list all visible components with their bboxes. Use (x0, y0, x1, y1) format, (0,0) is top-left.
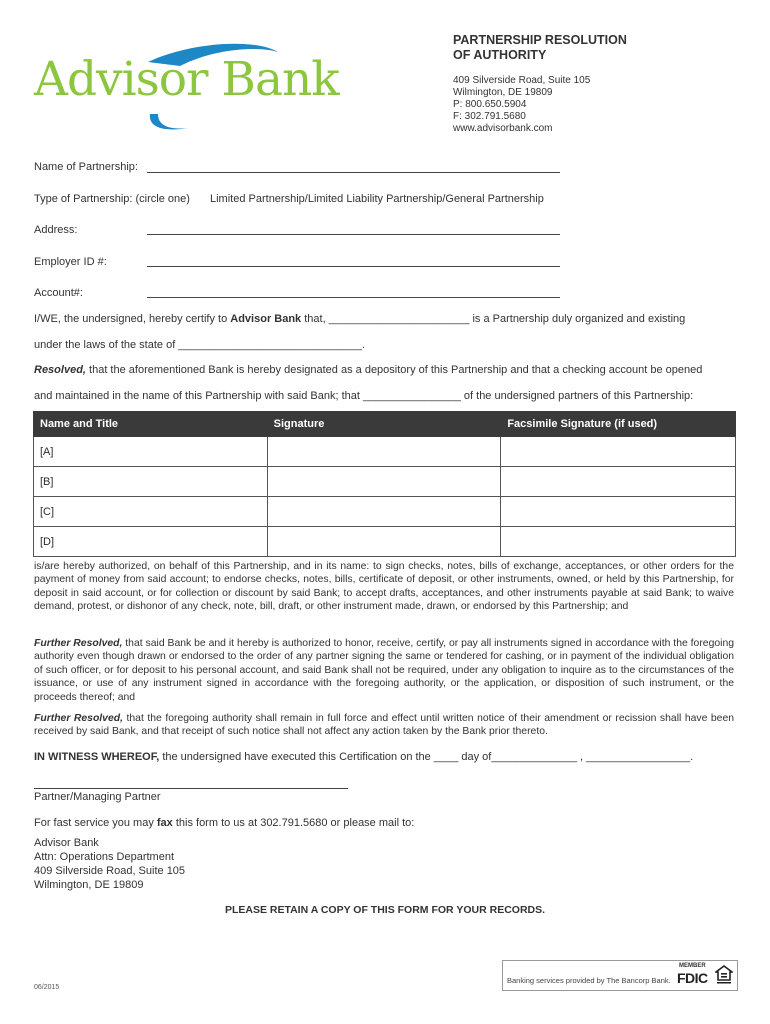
mail-line4: Wilmington, DE 19809 (34, 879, 144, 891)
facsimile-cell[interactable] (501, 437, 736, 467)
mail-line2: Attn: Operations Department (34, 851, 175, 863)
signature-cell[interactable] (267, 467, 501, 497)
fdic-notice-box (502, 960, 738, 991)
partnership-name-label: Name of Partnership: (34, 161, 138, 173)
bank-contact-block (453, 75, 590, 135)
account-field[interactable] (147, 297, 560, 298)
signature-table-header (34, 412, 736, 437)
partnership-type-options[interactable]: Limited Partnership/Limited Liability Partnership/General Partnership (210, 193, 544, 205)
name-title-cell[interactable]: [C] (34, 497, 268, 527)
fax-instruction (34, 817, 414, 829)
signature-cell[interactable] (267, 437, 501, 467)
fax-text-before: For fast service you may (34, 817, 157, 829)
partnership-type-label: Type of Partnership: (circle one) (34, 193, 190, 205)
further-resolved-label-2: Further Resolved, (34, 713, 123, 724)
witness-line (34, 751, 693, 763)
facsimile-cell[interactable] (501, 467, 736, 497)
header-facsimile: Facsimile Signature (if used) (501, 412, 736, 437)
table-row (34, 437, 736, 467)
mailing-address (34, 836, 185, 892)
resolved-label: Resolved, (34, 364, 86, 376)
contact-website[interactable]: www.advisorbank.com (453, 123, 553, 134)
witness-label: IN WITNESS WHEREOF, (34, 751, 160, 763)
account-label: Account#: (34, 287, 83, 299)
name-title-cell[interactable]: [B] (34, 467, 268, 497)
certify-line1 (34, 313, 685, 325)
further-resolved-paragraph-1 (34, 637, 734, 704)
partner-signature-line[interactable] (34, 788, 348, 789)
mail-line1: Advisor Bank (34, 837, 99, 849)
contact-address-line1: 409 Silverside Road, Suite 105 (453, 75, 591, 86)
fdic-member-text: MEMBER (679, 963, 706, 969)
fdic-logo-text: FDIC (677, 970, 708, 986)
certify-bank-name: Advisor Bank (230, 313, 302, 325)
employer-id-field[interactable] (147, 266, 560, 267)
form-date-code: 06/2015 (34, 984, 60, 991)
fax-text-after: this form to us at 302.791.5680 or please mail to: (172, 817, 415, 829)
header-name-title: Name and Title (34, 412, 268, 437)
name-title-cell[interactable]: [A] (34, 437, 268, 467)
facsimile-cell[interactable] (501, 497, 736, 527)
employer-id-label: Employer ID #: (34, 256, 107, 268)
equal-housing-icon (715, 965, 733, 985)
authorized-paragraph: is/are hereby authorized, on behalf of this Partnership, and in its name: to sign checks, notes, bills of exchange, acceptances, or other orders for the payment of money from said account; to endorse checks, notes, bills, certificate of deposit, or other instruments, owned, or held by this Partnership, for deposit in said account, or for collection or discount by said Bank; to accept drafts, acceptances, and other instruments payable at said Bank; to waive demand, protest, or dishonor of any check, note, bill, draft, or other instrument made, drawn, or endorsed by this Partnership; and (34, 561, 734, 613)
signature-table (33, 411, 736, 557)
logo-swoosh-bottom (150, 114, 188, 129)
header-signature: Signature (267, 412, 501, 437)
partnership-name-field[interactable] (147, 172, 560, 173)
contact-address-line2: Wilmington, DE 19809 (453, 87, 553, 98)
bank-logo-wordmark: Advisor Bank (34, 52, 339, 107)
banking-services-text: Banking services provided by The Bancorp Bank. (507, 976, 671, 985)
further-resolved-text-2: that the foregoing authority shall remain in full force and effect until written notice of their amendment or recission shall have been received by said Bank, and that receipt of such notice shall not affect any action taken by the Bank prior thereto. (34, 713, 734, 738)
contact-phone: P: 800.650.5904 (453, 99, 527, 110)
facsimile-cell[interactable] (501, 527, 736, 557)
table-row (34, 497, 736, 527)
signature-cell[interactable] (267, 497, 501, 527)
address-label: Address: (34, 224, 78, 236)
further-resolved-paragraph-2 (34, 712, 734, 739)
name-title-cell[interactable]: [D] (34, 527, 268, 557)
further-resolved-label-1: Further Resolved, (34, 638, 123, 649)
contact-fax: F: 302.791.5680 (453, 111, 526, 122)
fax-bold: fax (156, 817, 173, 829)
form-title-line1: PARTNERSHIP RESOLUTION (453, 33, 627, 47)
table-row (34, 527, 736, 557)
partner-signature-caption: Partner/Managing Partner (34, 791, 161, 803)
resolved-line1 (34, 364, 702, 376)
address-field[interactable] (147, 234, 560, 235)
witness-text[interactable]: the undersigned have executed this Certification on the ____ day of______________ , _________________. (159, 751, 694, 763)
form-title-line2: OF AUTHORITY (453, 48, 547, 62)
certify-text-b[interactable]: that, _______________________ is a Partnership duly organized and existing (301, 313, 686, 325)
certify-text-a: I/WE, the undersigned, hereby certify to (34, 313, 231, 325)
table-row (34, 467, 736, 497)
resolved-line2[interactable]: and maintained in the name of this Partnership with said Bank; that ________________ of the undersigned partners of this Partnership: (34, 390, 694, 402)
further-resolved-text-1: that said Bank be and it hereby is authorized to honor, receive, certify, or pay all instruments signed in accordance with the foregoing authority even though drawn or endorsed to the order of any partner signing the same or tendered for cashing, or in payment of the individual obligation of such officer, or for deposit to his personal account, and said Bank shall not be required, under any obligation to inquire as to the circumstances of the issuance, or use of any instrument signed in accordance with the foregoing authority, or the application, or disposition of such instrument, or the proceeds thereof; and (34, 638, 734, 703)
resolved-text: that the aforementioned Bank is hereby designated as a depository of this Partnership and that a checking account be opened (85, 364, 703, 376)
form-title (453, 33, 627, 63)
certify-line2[interactable]: under the laws of the state of ______________________________. (34, 339, 365, 351)
retain-notice: PLEASE RETAIN A COPY OF THIS FORM FOR YOUR RECORDS. (224, 904, 546, 916)
signature-cell[interactable] (267, 527, 501, 557)
mail-line3: 409 Silverside Road, Suite 105 (34, 865, 186, 877)
